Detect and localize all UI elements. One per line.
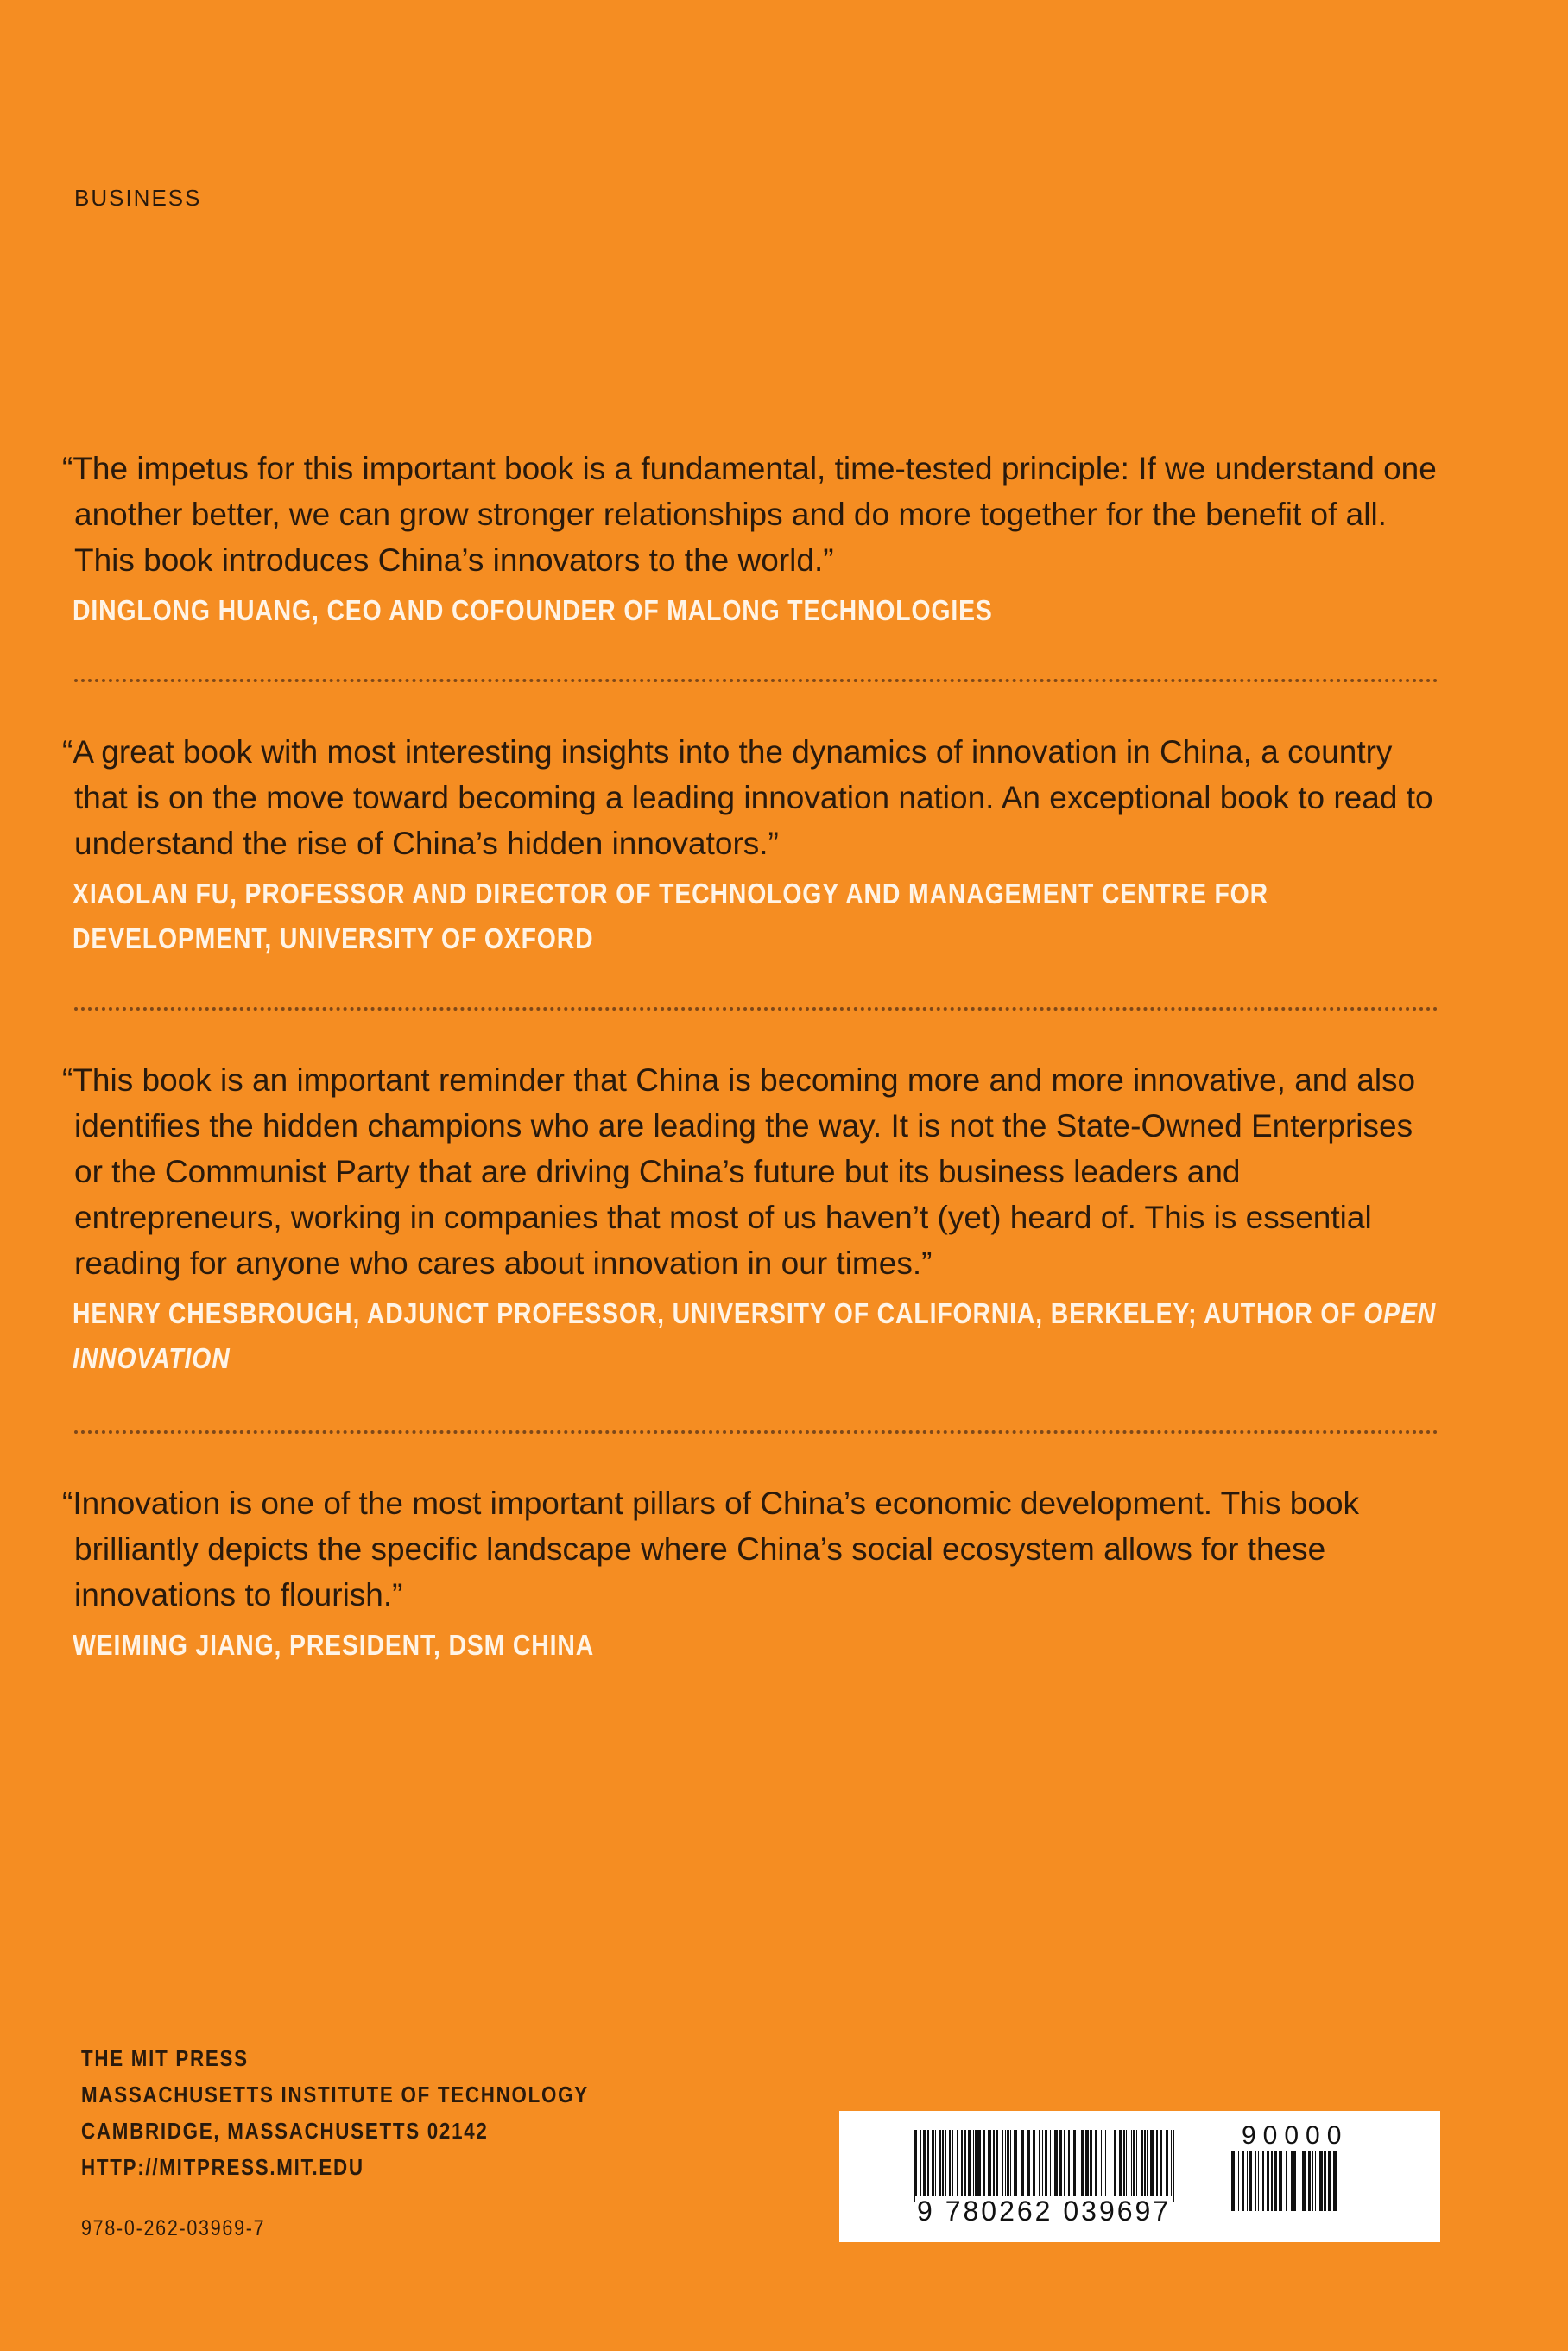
- barcode-bar: [952, 2130, 953, 2202]
- barcode-bar: [1039, 2130, 1040, 2202]
- barcode-bar: [1059, 2130, 1062, 2202]
- blurb-3: [62, 1057, 1444, 1381]
- barcode-bar: [1007, 2130, 1009, 2202]
- barcode-bar: [1081, 2130, 1084, 2202]
- barcode-bar: [1136, 2130, 1137, 2202]
- barcode-bar: [1271, 2151, 1273, 2211]
- barcode-bar: [1156, 2130, 1158, 2202]
- publisher-address: CAMBRIDGE, MASSACHUSETTS 02142: [81, 2118, 489, 2144]
- barcode-bar: [993, 2130, 995, 2202]
- barcode-bar: [1045, 2130, 1047, 2202]
- price-barcode-icon: [1231, 2151, 1338, 2211]
- barcode-bar: [1258, 2151, 1259, 2211]
- dotted-divider: [74, 679, 1438, 682]
- isbn-number: 978-0-262-03969-7: [81, 2216, 266, 2240]
- barcode-bar: [1105, 2130, 1106, 2202]
- barcode-bar: [1324, 2151, 1326, 2211]
- barcode-bar: [1068, 2130, 1070, 2202]
- barcode-bar: [988, 2130, 991, 2202]
- blurb-attribution: WEIMING JIANG, PRESIDENT, DSM CHINA: [73, 1629, 595, 1661]
- barcode-bar: [1255, 2151, 1256, 2211]
- barcode-bar: [1267, 2151, 1269, 2211]
- blurb-attribution: XIAOLAN FU, PROFESSOR AND DIRECTOR OF TECHNOLOGY AND MANAGEMENT CENTRE FOR DEVELOPMENT, UNIVERSITY OF OXFORD: [73, 878, 1268, 954]
- barcode-bar: [961, 2130, 963, 2202]
- blurb-quote: “This book is an important reminder that China is becoming more and more innovative, and also identifies the hidden champions who are leading the way. It is not the State-Owned Enterprises or the Communist Party that are driving China’s future but its business leaders and entrepreneurs, working in companies that most of us haven’t (yet) heard of. This is essential reading for anyone who cares about innovation in our times.”: [62, 1062, 1416, 1281]
- barcode-bar: [973, 2130, 974, 2202]
- book-title: OPEN INNOVATION: [73, 1297, 1437, 1374]
- barcode-bar: [1291, 2151, 1293, 2211]
- barcode-bar: [983, 2130, 985, 2202]
- barcode-bar: [1119, 2130, 1122, 2202]
- barcode-bar: [923, 2130, 926, 2202]
- blurb-quote: “Innovation is one of the most important pillars of China’s economic development. This book brilliantly depicts the specific landscape where China’s social ecosystem allows for these innovations to flourish.”: [62, 1486, 1360, 1613]
- barcode-bar: [1133, 2130, 1135, 2202]
- barcode-bar: [1021, 2130, 1024, 2202]
- blurb-quote: “The impetus for this important book is a fundamental, time-tested principle: If we understand one another better, we can grow stronger relationships and do more together for the benefit of all. This book introduces China’s innovators to the world.”: [62, 451, 1437, 578]
- attribution-text: HENRY CHESBROUGH, ADJUNCT PROFESSOR, UNIVERSITY OF CALIFORNIA, BERKELEY; AUTHOR OF: [73, 1297, 1364, 1329]
- barcode-bar: [914, 2130, 917, 2202]
- barcode-bar: [1126, 2130, 1127, 2202]
- barcode-digits: 9 780262 039697: [917, 2196, 1172, 2227]
- barcode-bar: [1064, 2130, 1065, 2202]
- category-label: BUSINESS: [74, 185, 202, 211]
- dotted-divider: [74, 1430, 1438, 1434]
- barcode-bar: [1144, 2130, 1146, 2202]
- barcode-bar: [1073, 2130, 1076, 2202]
- blurb-4: [62, 1480, 1444, 1668]
- barcode-bar: [1328, 2151, 1331, 2211]
- barcode-bar: [968, 2130, 971, 2202]
- barcode-bar: [1054, 2130, 1058, 2202]
- barcode-bar: [927, 2130, 929, 2202]
- barcode-bar: [939, 2130, 941, 2202]
- barcode-bar: [1042, 2130, 1043, 2202]
- barcode-bar: [975, 2130, 977, 2202]
- barcode-bar: [1242, 2151, 1244, 2211]
- barcode-bar: [1014, 2130, 1017, 2202]
- barcode-bar: [1231, 2151, 1235, 2211]
- isbn-barcode-icon: [914, 2130, 1174, 2202]
- barcode-bar: [1262, 2151, 1264, 2211]
- barcode-bar: [1131, 2130, 1132, 2202]
- barcode-bar: [1147, 2130, 1148, 2202]
- barcode-bar: [1286, 2151, 1287, 2211]
- barcode-bar: [1166, 2130, 1168, 2202]
- barcode-bar: [935, 2130, 936, 2202]
- barcode-bar: [1308, 2151, 1311, 2211]
- barcode-bar: [942, 2130, 944, 2202]
- dotted-divider: [74, 1007, 1438, 1011]
- barcode-bar: [1249, 2151, 1252, 2211]
- barcode-bar: [964, 2130, 966, 2202]
- barcode-bar: [1101, 2130, 1102, 2202]
- barcode-bar: [1114, 2130, 1116, 2202]
- barcode-bar: [1085, 2130, 1089, 2202]
- barcode-bar: [949, 2130, 951, 2202]
- barcode-bar: [1302, 2151, 1306, 2211]
- barcode-bar: [1315, 2151, 1316, 2211]
- blurb-1: [62, 446, 1444, 633]
- barcode-bar: [1319, 2151, 1323, 2211]
- barcode-bar: [1247, 2151, 1248, 2211]
- barcode-bar: [1173, 2130, 1174, 2202]
- barcode-bar: [1002, 2130, 1003, 2202]
- barcode-bar: [1050, 2130, 1051, 2202]
- barcode-bar: [1160, 2130, 1162, 2202]
- blurb-2: [62, 729, 1444, 961]
- barcode-addon-digits: 90000: [1242, 2121, 1349, 2150]
- blurb-attribution: DINGLONG HUANG, CEO AND COFOUNDER OF MALONG TECHNOLOGIES: [73, 594, 993, 626]
- barcode-bar: [1027, 2130, 1030, 2202]
- barcode-label: [839, 2111, 1440, 2242]
- barcode-bar: [932, 2130, 934, 2202]
- barcode-bar: [1279, 2151, 1282, 2211]
- barcode-bar: [996, 2130, 998, 2202]
- barcode-bar: [1274, 2151, 1277, 2211]
- publisher-url: HTTP://MITPRESS.MIT.EDU: [81, 2154, 364, 2180]
- barcode-bar: [1150, 2130, 1154, 2202]
- barcode-bar: [977, 2130, 981, 2202]
- barcode-bar: [945, 2130, 946, 2202]
- barcode-bar: [957, 2130, 958, 2202]
- barcode-bar: [1095, 2130, 1097, 2202]
- barcode-bar: [1171, 2130, 1172, 2202]
- publisher-institution: MASSACHUSETTS INSTITUTE OF TECHNOLOGY: [81, 2082, 589, 2107]
- publisher-name: THE MIT PRESS: [81, 2045, 249, 2071]
- barcode-bar: [1238, 2151, 1239, 2211]
- barcode-bar: [1010, 2130, 1011, 2202]
- barcode-bar: [1090, 2130, 1092, 2202]
- barcode-bar: [1312, 2151, 1313, 2211]
- barcode-bar: [1005, 2130, 1006, 2202]
- barcode-bar: [1333, 2151, 1337, 2211]
- barcode-bar: [1123, 2130, 1125, 2202]
- publisher-info: [81, 2040, 589, 2185]
- blurb-attribution: [62, 1291, 1454, 1381]
- barcode-bar: [1293, 2151, 1296, 2211]
- blurb-quote: “A great book with most interesting insights into the dynamics of innovation in China, a country that is on the move toward becoming a leading innovation nation. An exceptional book to read to understand the rise of China’s hidden innovators.”: [62, 734, 1433, 861]
- barcode-bar: [1141, 2130, 1143, 2202]
- barcode-bar: [1033, 2130, 1035, 2202]
- barcode-bar: [920, 2130, 921, 2202]
